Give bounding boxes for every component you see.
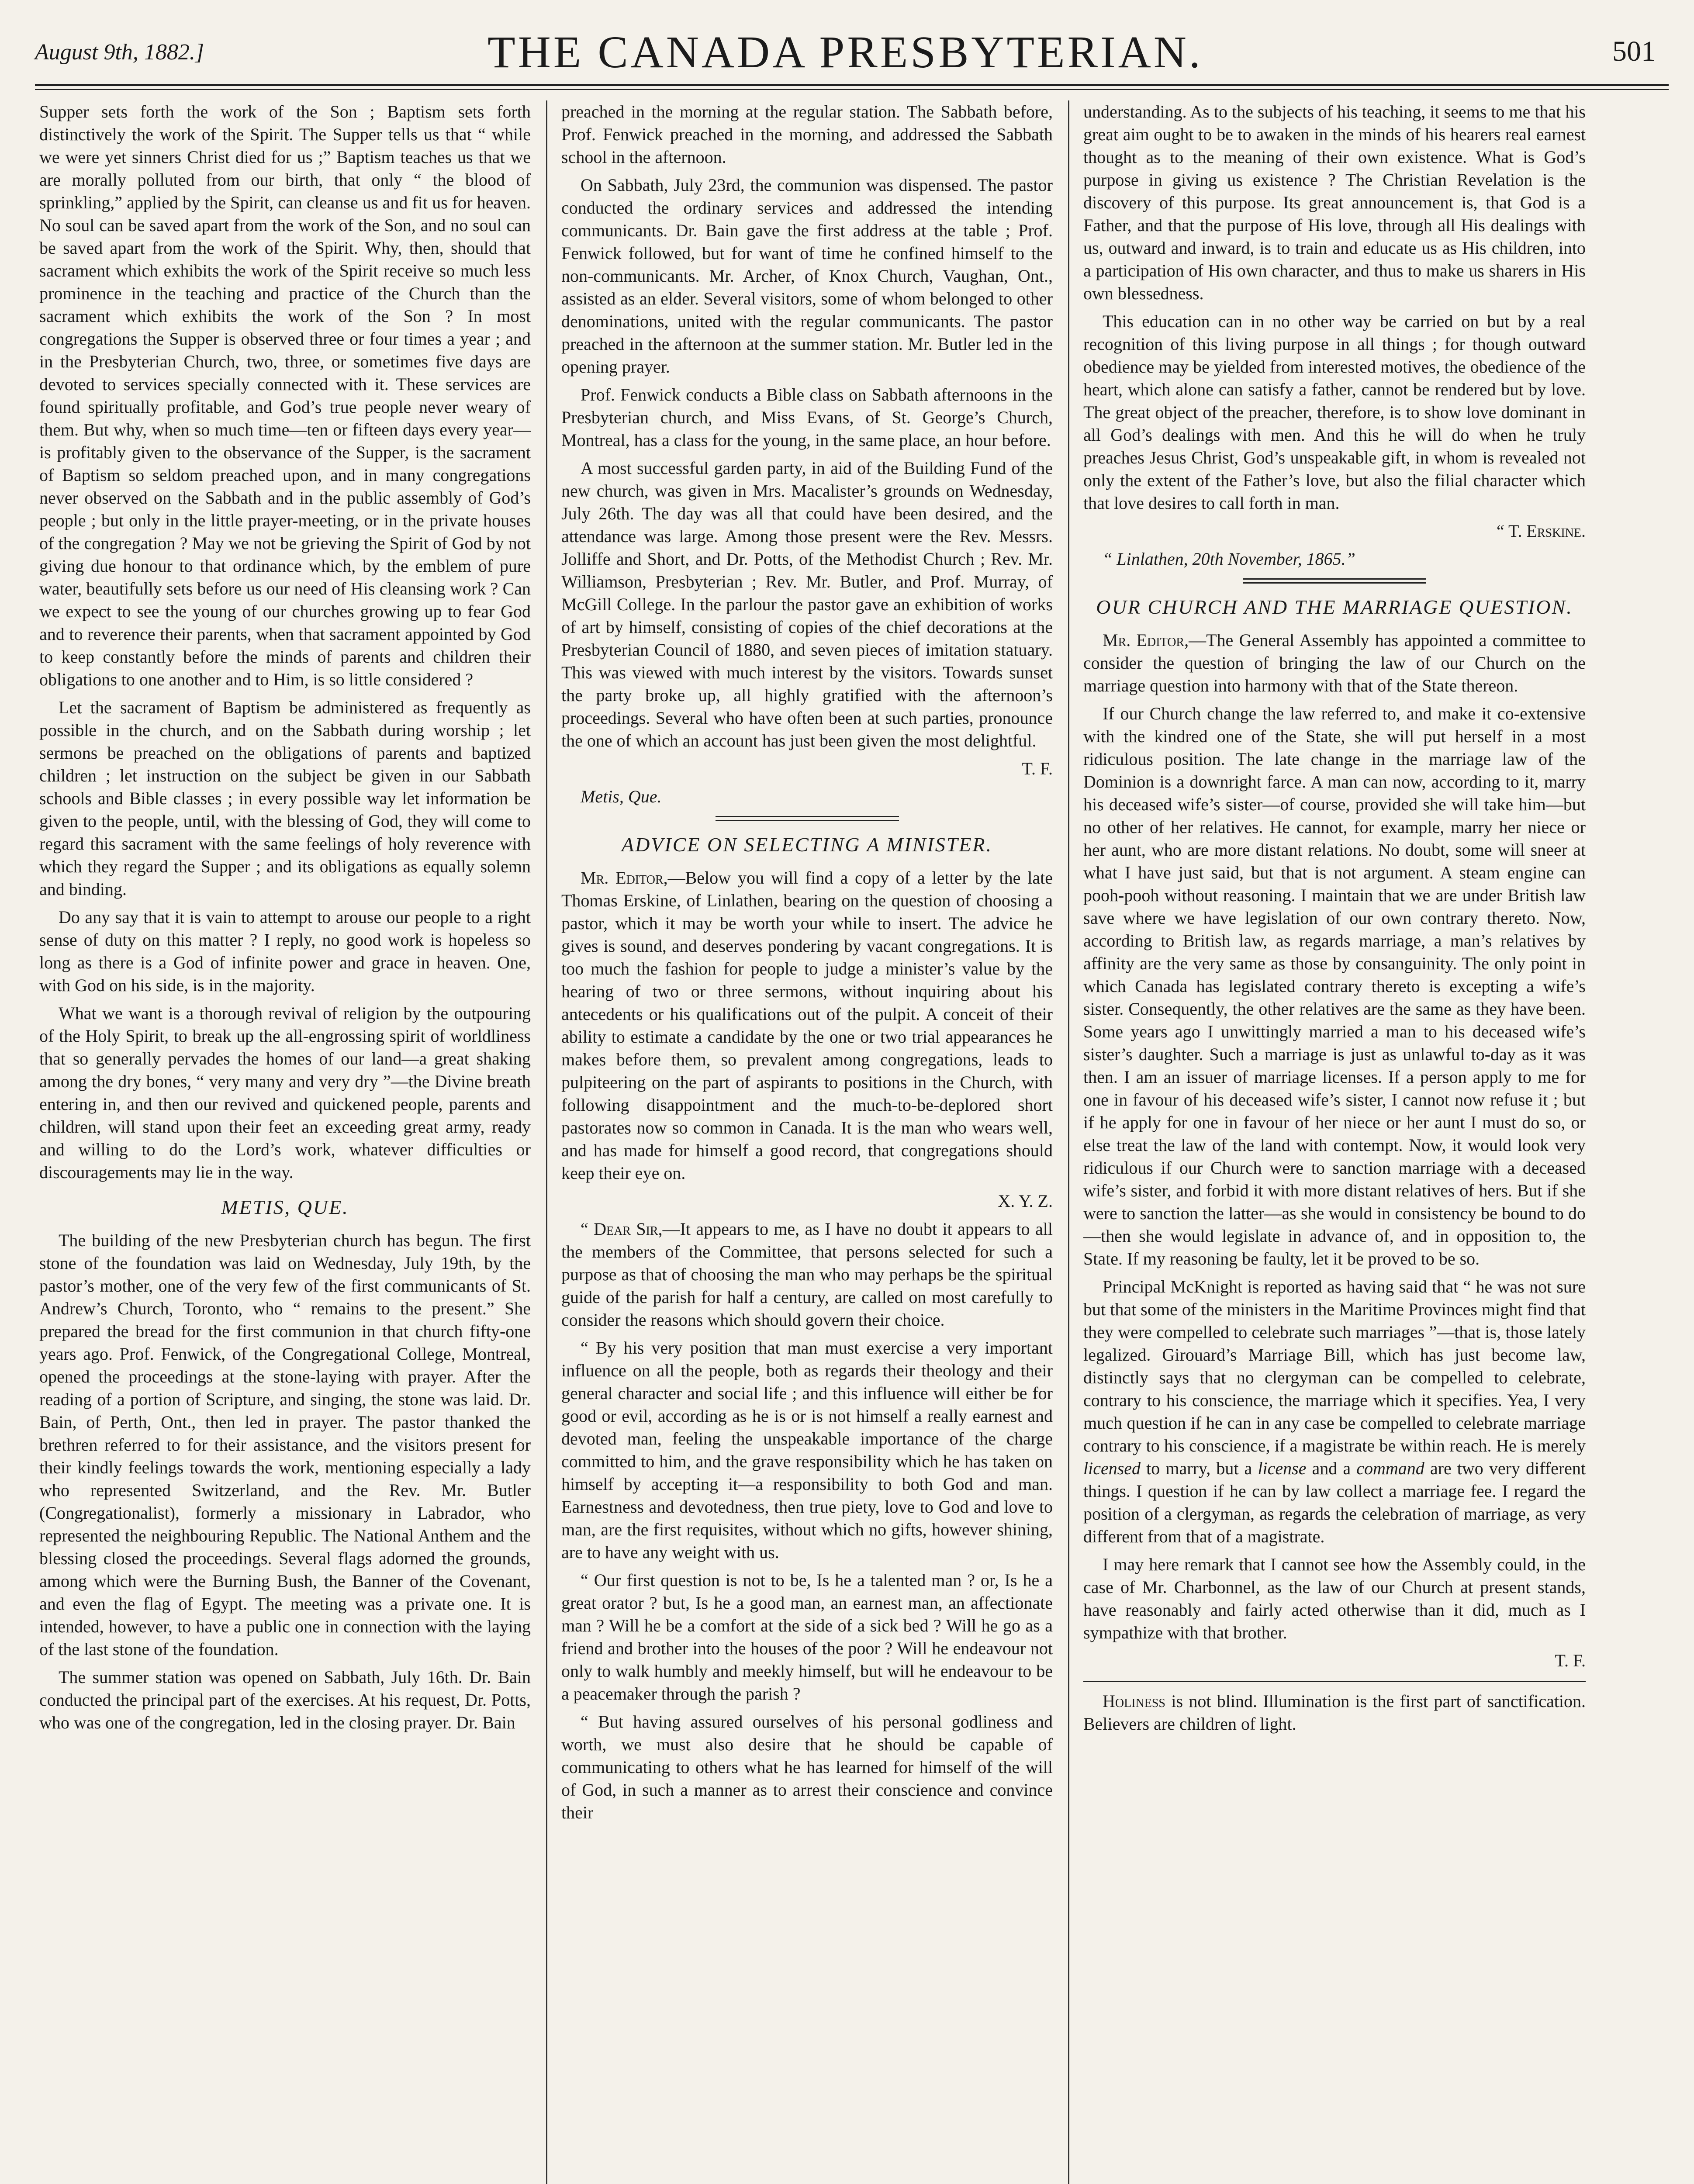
paragraph-text: are two very different things. I question if he can by law collect a marriage fee. I regard the position of a clergyman, as regards the celebration of marriage, as very different from that of a magistrate.	[1083, 1458, 1586, 1546]
paragraph-text: —The General Assembly has appointed a committee to consider the question of bringing the law of our Church on the marriage question into harmony with that of the State thereon.	[1083, 630, 1586, 695]
salutation: “ Dear Sir,	[581, 1219, 663, 1239]
column-divider	[546, 100, 547, 2184]
paragraph: “ But having assured ourselves of his personal godliness and worth, we must also desire that he should be capable of communicating to others what he has learned for himself of the will of God, in such a manner as to arrest their conscience and convince their	[561, 1712, 1053, 1822]
emphasis: command	[1356, 1458, 1424, 1478]
paragraph	[561, 1218, 1053, 1331]
page-number: 501	[1612, 35, 1656, 67]
paragraph	[1083, 1275, 1586, 1548]
paragraph	[1083, 629, 1586, 697]
column-2	[561, 100, 1053, 2184]
paragraph: I may here remark that I cannot see how the Assembly could, in the case of Mr. Charbonnel, as the law of our Church at present stands, have reasonably and fairly acted otherwise than it did, much as I sympathize with that brother.	[1083, 1555, 1586, 1642]
emphasis: license	[1258, 1458, 1307, 1478]
paragraph: This education can in no other way be carried on but by a real recognition of this living purpose in all things ; for though outward obedience may be yielded from interested motives, the obedience of the heart, which alone can satisfy a father, cannot be rendered but by love. The great object of the preacher, therefore, is to show love dominant in all God’s dealings with men. And this he will do when he truly preaches Jesus Christ, God’s unspeakable gift, in whom is revealed not only the extent of the Father’s love, but also the filial character which that love desires to call forth in man.	[1083, 311, 1586, 513]
section-heading: OUR CHURCH AND THE MARRIAGE QUESTION.	[1096, 596, 1573, 618]
paragraph: “ By his very position that man must exercise a very important influence on all the people, both as regards their theology and their general character and social life ; and this influence will either be for good or evil, according as he is or is not himself a really earnest and devoted man, feeling the unspeakable importance of the charge committed to him, and the grave responsibility which he has taken on himself by accepting it—a responsibility to both God and man. Earnestness and devotedness, then true piety, love to God and love to man, are the first requisites, without which no gifts, however shining, are to have any weight with us.	[561, 1338, 1053, 1562]
signature: “ T. Erskine.	[1496, 521, 1586, 541]
paragraph: Supper sets forth the work of the Son ; Baptism sets forth distinctively the work of the Spirit. The Supper tells us that “ while we were yet sinners Christ died for us ;” Baptism teaches us that we are morally polluted from our birth, that only “ the blood of sprinkling,” applied by the Spirit, can cleanse us and fit us for heaven. No soul can be saved apart from the work of the Son, and no soul can be saved apart from the work of the Spirit. Why, then, should that sacrament which exhibits the work of the Spirit receive so much less prominence in the teaching and practice of the Church than the sacrament which exhibits the work of the Son ? In most congregations the Supper is observed three or four times a year ; and in the Presbyterian Church, two, three, or sometimes five days are devoted to services specially connected with it. These services are found spiritually profitable, and God’s true people never weary of them. But why, when so much time—ten or fifteen days every year—is profitably given to the observance of the Supper, is the sacrament of Baptism so seldom preached upon, and in many congregations never observed on the Sabbath and in the public assembly of God’s people ; but only in the little prayer-meeting, or in the private houses of the congregation ? May we not be grieving the Spirit of God by not giving due honour to that ordinance which, by the emblem of pure water, beautifully sets before us our need of His cleansing work ? Can we expect to see the young of our churches growing up to fear God and to reverence their parents, when that sacrament appointed by God to keep constantly before the minds of parents and children their obligations to one another and to Him, is so little considered ?	[39, 102, 531, 689]
paragraph-text: to marry, but a	[1141, 1458, 1258, 1478]
section-separator	[1243, 578, 1426, 584]
column-3	[1083, 100, 1586, 2184]
paragraph-text: —It appears to me, as I have no doubt it appears to all the members of the Committee, that persons selected for such a purpose as that of choosing the man who may perhaps be the spiritual guide of the parish for half a century, are called on most carefully to consider the reasons which should govern their choice.	[561, 1219, 1053, 1330]
section-separator	[1083, 1681, 1586, 1682]
paragraph	[561, 867, 1053, 1185]
paragraph-text: and a	[1306, 1458, 1357, 1478]
paragraph: Do any say that it is vain to attempt to arouse our people to a right sense of duty on this matter ? I reply, no good work is hopeless so long as there is a God of infinite power and grace in heaven. One, with God on his side, is in the majority.	[39, 907, 531, 995]
emphasis: licensed	[1083, 1458, 1141, 1478]
paragraph-text: —Below you will find a copy of a letter by the late Thomas Erskine, of Linlathen, bearing on the question of choosing a pastor, which it may be worth your while to insert. The advice he gives is sound, and deserves pondering by vacant congregations. It is too much the fashion for people to judge a minister’s value by the hearing of two or three sermons, without inquiring about his antecedents or his qualifications out of the pulpit. A conceit of their ability to estimate a candidate by the one or two trial appearances he makes before them, so prevalent among congregations, leads to pulpiteering on the part of aspirants to positions in the Church, with following disappointment and the much-to-be-deplored short pastorates now so common in Canada. It is the man who wears well, and has made for himself a good record, that congregations should keep their eye on.	[561, 868, 1053, 1183]
paragraph: A most successful garden party, in aid of the Building Fund of the new church, was given in Mrs. Macalister’s grounds on Wednesday, July 26th. The day was all that could have been desired, and the attendance was large. Among those present were the Rev. Messrs. Jolliffe and Short, and Dr. Potts, of the Methodist Church ; Rev. Mr. Williamson, Presbyterian ; Rev. Mr. Butler, and Prof. Murray, of McGill College. In the parlour the pastor gave an exhibition of works of art by himself, consisting of copies of the chief decorations at the Presbyterian Council of 1880, and seven pieces of imitation statuary. This was viewed with much interest by the visitors. Towards sunset the party broke up, all highly gratified with the afternoon’s proceedings. Several who have often been at such parties, pronounce the one of which an account has just been given the most delightful.	[561, 458, 1053, 750]
signature: X. Y. Z.	[998, 1191, 1053, 1211]
dateline: Metis, Que.	[581, 787, 662, 806]
signature: T. F.	[1022, 759, 1053, 778]
paragraph: preached in the morning at the regular station. The Sabbath before, Prof. Fenwick preached in the morning, and addressed the Sabbath school in the afternoon.	[561, 102, 1053, 167]
paragraph: understanding. As to the subjects of his teaching, it seems to me that his great aim ought to be to awaken in the minds of his hearers real earnest thought as to the meaning of their own existence. What is God’s purpose in giving us existence ? The Christian Revelation is the discovery of this purpose. Its great announcement is, that God is a Father, and that the purpose of His love, through all His dealings with us, outward and inward, is to train and educate us as His children, into a participation of His own character, and thus to make us sharers in His own blessedness.	[1083, 102, 1586, 303]
newspaper-title: THE CANADA PRESBYTERIAN.	[487, 27, 1203, 77]
paragraph: The summer station was opened on Sabbath, July 16th. Dr. Bain conducted the principal part of the exercises. At his request, Dr. Potts, who was one of the congregation, led in the closing prayer. Dr. Bain	[39, 1667, 531, 1732]
section-separator	[716, 816, 899, 821]
paragraph: “ Our first question is not to be, Is he a talented man ? or, Is he a great orator ? but, Is he a good man, an earnest man, an affectionate man ? Will he be a comfort at the side of a sick bed ? Will he go as a friend and brother into the houses of the poor ? Will he endeavour not only to walk humbly and meekly himself, but will he endeavour to be a peacemaker through the parish ?	[561, 1570, 1053, 1704]
masthead	[17, 0, 1673, 83]
column-1	[39, 100, 531, 2184]
salutation: Mr. Editor,	[581, 868, 668, 888]
column-divider	[1068, 100, 1069, 2184]
paragraph-text: Principal McKnight is reported as having said that “ he was not sure but that some of the ministers in the Maritime Provinces might find that they were compelled to celebrate such marriages ”—that is, those lately legalized. Girouard’s Marriage Bill, which has just become law, distinctly says that no clergyman can be compelled to celebrate, contrary to his conscience, the marriage which it specifies. Yea, I very much question if he can in any case be compelled to celebrate marriage contrary to his conscience, if a magistrate be within reach. He is merely	[1083, 1277, 1586, 1455]
header-rule-thick	[35, 84, 1669, 86]
paragraph: What we want is a thorough revival of religion by the outpouring of the Holy Spirit, to break up the all-engrossing spirit of worldliness that so generally pervades the homes of our land—a great shaking among the dry bones, “ very many and very dry ”—the Divine breath entering in, and then our revived and quickened people, parents and children, will stand upon their feet an exceeding great army, ready and willing to do the Lord’s work, whatever difficulties or discouragements may lie in the way.	[39, 1003, 531, 1182]
salutation: Mr. Editor,	[1103, 630, 1189, 650]
signature: T. F.	[1555, 1651, 1586, 1670]
header-rule-thin	[35, 89, 1669, 90]
paragraph	[1083, 1690, 1586, 1735]
paragraph: Let the sacrament of Baptism be administered as frequently as possible in the church, and on the Sabbath during worship ; let sermons be preached on the obligations of parents and baptized children ; let instruction on the subject be given in our Sabbath schools and Bible classes ; in every possible way let information be given to the people, until, with the blessing of God, they will come to regard this sacrament with the same feelings of holy reverence with which they regard the Supper ; and its obligations as equally solemn and binding.	[39, 698, 531, 899]
lead-word: Holiness	[1103, 1691, 1166, 1711]
paragraph: The building of the new Presbyterian church has begun. The first stone of the foundation was laid on Wednesday, July 19th, by the pastor’s mother, one of the very few of the first communicants of St. Andrew’s Church, Toronto, who “ remains to the present.” She prepared the bread for the first communion in that church fifty-one years ago. Prof. Fenwick, of the Congregational College, Montreal, opened the proceedings at the stone-laying with prayer. After the reading of a portion of Scripture, and singing, the stone was laid. Dr. Bain, of Perth, Ont., then led in prayer. The pastor thanked the brethren referred to for their assistance, and the visitors present for their kindly feelings towards the work, mentioning especially a lady who represented Switzerland, and the Rev. Mr. Butler (Congregationalist), formerly a missionary in Labrador, who represented the neighbouring Republic. The National Anthem and the blessing closed the proceedings. Several flags adorned the grounds, among which were the Burning Bush, the Banner of the Covenant, and even the flag of Egypt. The meeting was a private one. It is intended, however, to have a public one in connection with the laying of the last stone of the foundation.	[39, 1230, 531, 1659]
dateline: “ Linlathen, 20th November, 1865.”	[1103, 549, 1355, 569]
paragraph-text: is not blind. Illumination is the first part of sanctification. Believers are children of light.	[1083, 1691, 1586, 1734]
paragraph: If our Church change the law referred to, and make it co-extensive with the kindred one of the State, she will put herself in a most ridiculous position. The late change in the marriage law of the Dominion is a downright farce. A man can now, according to it, marry his deceased wife’s sister—of course, provided she will take him—but no other of her relatives. He cannot, for example, marry her niece or her aunt, who are more distant relations. No doubt, some will sneer at what I have just said, but that is not argument. A steam engine can pooh-pooh without reasoning. I maintain that we are under British law save where we have legislation of our own contrary thereto. Now, according to British law, as regards marriage, a man’s relatives by affinity are the very same as those by consanguinity. The only point in which Canada has legislated contrary thereto is excepting a wife’s sister. Consequently, the other relatives are the same as they have been. Some years ago I unwittingly married a man to his deceased wife’s sister’s daughter. Such a marriage is just as unlawful to-day as it was then. I am an issuer of marriage licenses. If a person apply to me for one in favour of his deceased wife’s sister, I cannot now refuse it ; but if he apply for one in favour of her niece or her aunt I must do so, or else treat the law of the land with contempt. Now, it would look very ridiculous if our Church were to sanction marriage with a deceased wife’s sister, and forbid it with more distant relatives of hers. But if she were to sanction the latter—as she would in consistency be bound to do—then she would legislate in advance of, and in opposition to, the State. If my reasoning be faulty, let it be proved to be so.	[1083, 704, 1586, 1268]
paragraph: Prof. Fenwick conducts a Bible class on Sabbath afternoons in the Presbyterian church, and Miss Evans, of St. George’s Church, Montreal, has a class for the young, in the same place, an hour before.	[561, 385, 1053, 450]
section-heading: METIS, QUE.	[221, 1196, 349, 1218]
issue-date: August 9th, 1882.]	[35, 40, 204, 65]
paragraph: On Sabbath, July 23rd, the communion was dispensed. The pastor conducted the ordinary services and addressed the intending communicants. Dr. Bain gave the first address at the table ; Prof. Fenwick followed, but for want of time he confined himself to the non-communicants. Mr. Archer, of Knox Church, Vaughan, Ont., assisted as an elder. Several visitors, some of whom belonged to other denominations, united with the regular communicants. The pastor preached in the afternoon at the summer station. Mr. Butler led in the opening prayer.	[561, 175, 1053, 377]
section-heading: ADVICE ON SELECTING A MINISTER.	[621, 833, 993, 856]
